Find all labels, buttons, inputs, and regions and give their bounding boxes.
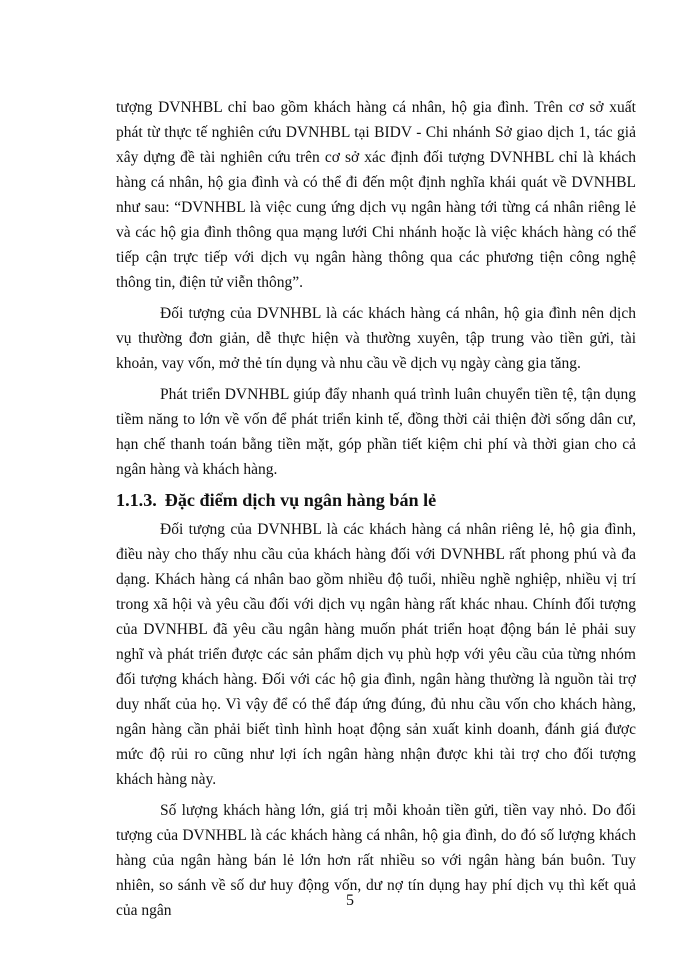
section-paragraph-2: Số lượng khách hàng lớn, giá trị mỗi khoản tiền gửi, tiền vay nhỏ. Do đối tượng của DVNHBL là các khách hàng cá nhân, hộ gia đình, do đó số lượng khách hàng của ngân hàng bán lẻ lớn hơn rất nhiều so với ngân hàng bán buôn. Tuy nhiên, so sánh về số dư huy động vốn, dư nợ tín dụng hay phí dịch vụ thì kết quả của ngân	[116, 802, 636, 919]
section-heading	[116, 488, 636, 513]
page-body	[116, 95, 636, 929]
body-paragraph-3: Phát triển DVNHBL giúp đẩy nhanh quá trình luân chuyển tiền tệ, tận dụng tiềm năng to lớn về vốn để phát triển kinh tế, đồng thời cải thiện đời sống dân cư, hạn chế thanh toán bằng tiền mặt, góp phần tiết kiệm chi phí và thời gian cho cả ngân hàng và khách hàng.	[116, 386, 636, 478]
page-number: 5	[346, 892, 354, 909]
section-number: 1.1.3.	[116, 490, 157, 510]
section-title: Đặc điểm dịch vụ ngân hàng bán lẻ	[164, 490, 437, 510]
body-paragraph-1: tượng DVNHBL chỉ bao gồm khách hàng cá nhân, hộ gia đình. Trên cơ sở xuất phát từ thực tế nghiên cứu DVNHBL tại BIDV - Chi nhánh Sở giao dịch 1, tác giả xây dựng đề tài nghiên cứu trên cơ sở xác định đối tượng DVNHBL chỉ là khách hàng cá nhân, hộ gia đình và có thể đi đến một định nghĩa khái quát về DVNHBL như sau: “DVNHBL là việc cung ứng dịch vụ ngân hàng tới từng cá nhân riêng lẻ và các hộ gia đình thông qua mạng lưới Chi nhánh hoặc là việc khách hàng có thể tiếp cận trực tiếp với dịch vụ ngân hàng thông qua các phương tiện công nghệ thông tin, điện tử viễn thông”.	[116, 99, 636, 291]
section-paragraph-1: Đối tượng của DVNHBL là các khách hàng cá nhân riêng lẻ, hộ gia đình, điều này cho thấy nhu cầu của khách hàng đối với DVNHBL rất phong phú và đa dạng. Khách hàng cá nhân bao gồm nhiều độ tuổi, nhiều nghề nghiệp, nhiều vị trí trong xã hội và yêu cầu đối với dịch vụ ngân hàng rất khác nhau. Chính đối tượng của DVNHBL đã yêu cầu ngân hàng muốn phát triển hoạt động bán lẻ phải suy nghĩ và phát triển được các sản phẩm dịch vụ phù hợp với yêu cầu của từng nhóm đối tượng khách hàng. Đối với các hộ gia đình, ngân hàng thường là nguồn tài trợ duy nhất của họ. Vì vậy để có thể đáp ứng đúng, đủ nhu cầu vốn cho khách hàng, ngân hàng cần phải biết tình hình hoạt động sản xuất kinh doanh, đánh giá được mức độ rủi ro cũng như lợi ích ngân hàng nhận được khi tài trợ cho đối tượng khách hàng này.	[116, 521, 636, 788]
body-paragraph-2: Đối tượng của DVNHBL là các khách hàng cá nhân, hộ gia đình nên dịch vụ thường đơn giản, dễ thực hiện và thường xuyên, tập trung vào tiền gửi, tài khoản, vay vốn, mở thẻ tín dụng và nhu cầu về dịch vụ ngày càng gia tăng.	[116, 305, 636, 372]
